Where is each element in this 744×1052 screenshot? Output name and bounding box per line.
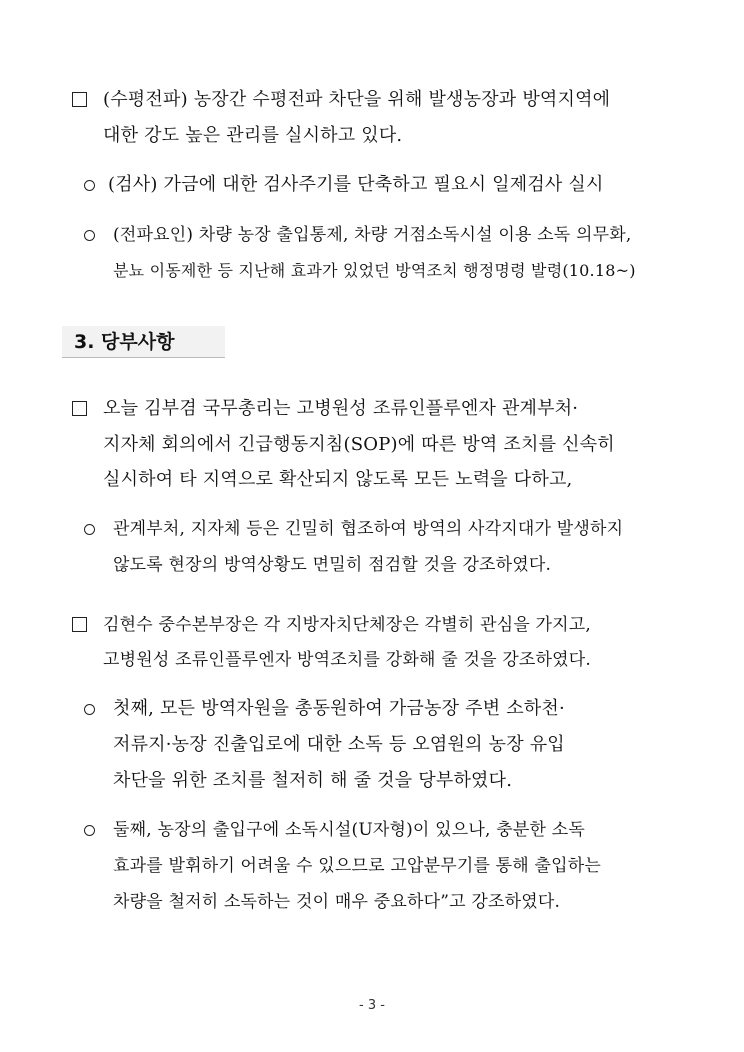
square-bullet-icon bbox=[72, 92, 87, 107]
paragraph-line: 차단을 위한 조치를 철저히 해 줄 것을 당부하였다. bbox=[113, 770, 513, 791]
circle-bullet-icon bbox=[84, 825, 95, 836]
paragraph-line: 분뇨 이동제한 등 지난해 효과가 있었던 방역조치 행정명령 발령(10.18~) bbox=[113, 261, 636, 280]
square-bullet-icon bbox=[72, 617, 87, 632]
square-bullet-icon bbox=[72, 401, 87, 416]
paragraph-line: 관계부처, 지자체 등은 긴밀히 협조하여 방역의 사각지대가 발생하지 bbox=[113, 519, 624, 539]
paragraph-line: 둘째, 농장의 출입구에 소독시설(U자형)이 있으나, 충분한 소독 bbox=[113, 820, 585, 840]
paragraph-line: 첫째, 모든 방역자원을 총동원하여 가금농장 주변 소하천· bbox=[113, 698, 565, 719]
section-heading-text: 3. 당부사항 bbox=[74, 331, 175, 353]
paragraph-line: 김현수 중수본부장은 각 지방자치단체장은 각별히 관심을 가지고, bbox=[103, 615, 592, 635]
paragraph-line: (전파요인) 차량 농장 출입통제, 차량 거점소독시설 이용 소독 의무화, bbox=[113, 225, 632, 245]
circle-bullet-icon bbox=[84, 230, 95, 241]
paragraph-line: 저류지·농장 진출입로에 대한 소독 등 오염원의 농장 유입 bbox=[113, 734, 565, 755]
page-number: - 3 - bbox=[359, 998, 385, 1013]
circle-bullet-icon bbox=[84, 704, 95, 715]
paragraph-line: 않도록 현장의 방역상황도 면밀히 점검할 것을 강조하였다. bbox=[113, 555, 552, 575]
section-heading bbox=[62, 326, 225, 358]
paragraph-line: 차량을 철저히 소독하는 것이 매우 중요하다”고 강조하였다. bbox=[113, 892, 561, 912]
paragraph-line: 실시하여 타 지역으로 확산되지 않도록 모든 노력을 다하고, bbox=[103, 469, 573, 490]
paragraph-line: (검사) 가금에 대한 검사주기를 단축하고 필요시 일제검사 실시 bbox=[108, 174, 604, 195]
circle-bullet-icon bbox=[84, 180, 95, 191]
paragraph-line: (수평전파) 농장간 수평전파 차단을 위해 발생농장과 방역지역에 bbox=[103, 89, 611, 110]
paragraph-line: 오늘 김부겸 국무총리는 고병원성 조류인플루엔자 관계부처· bbox=[103, 398, 579, 419]
paragraph-line: 지자체 회의에서 긴급행동지침(SOP)에 따른 방역 조치를 신속히 bbox=[103, 434, 615, 455]
paragraph-line: 대한 강도 높은 관리를 실시하고 있다. bbox=[103, 125, 403, 146]
circle-bullet-icon bbox=[84, 524, 95, 535]
paragraph-line: 효과를 발휘하기 어려울 수 있으므로 고압분무기를 통해 출입하는 bbox=[113, 856, 602, 876]
paragraph-line: 고병원성 조류인플루엔자 방역조치를 강화해 줄 것을 강조하였다. bbox=[103, 650, 592, 670]
